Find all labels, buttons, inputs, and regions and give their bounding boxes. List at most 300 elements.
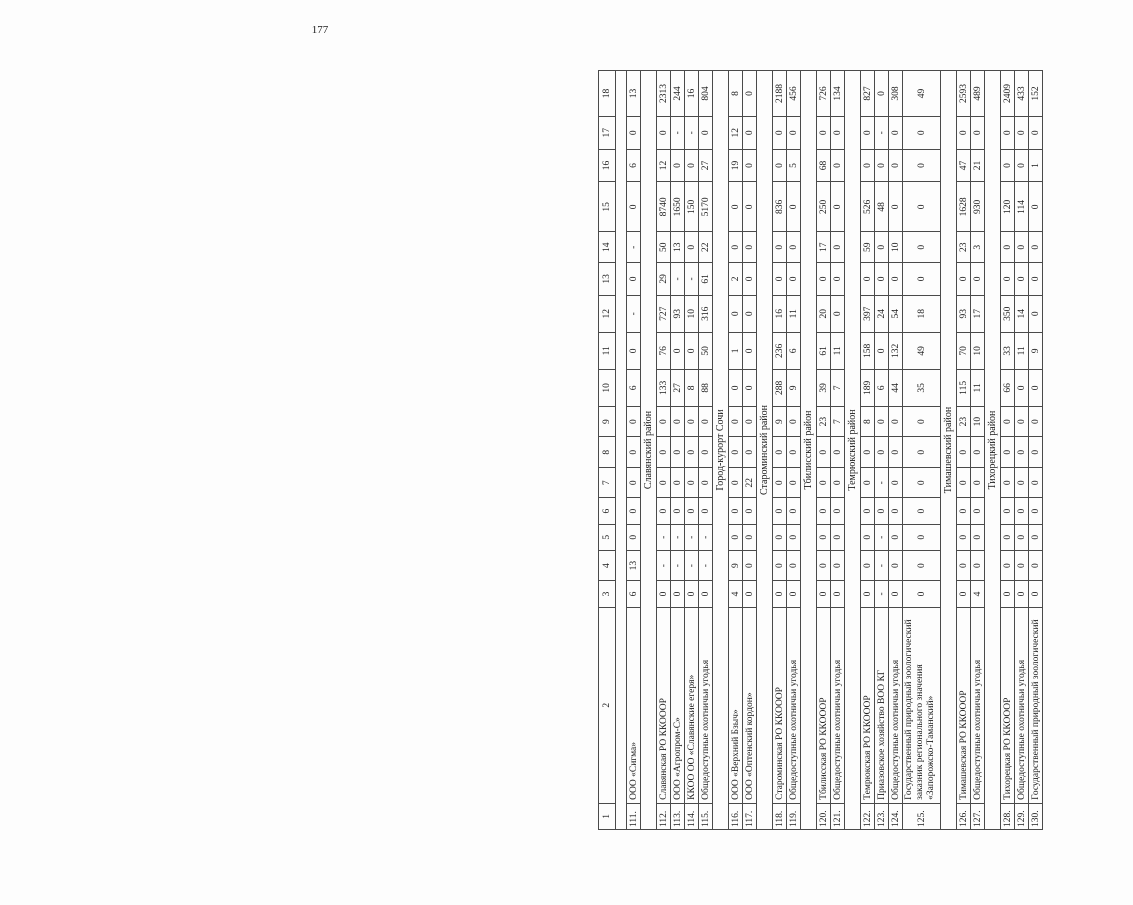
value-cell: 0 — [627, 182, 641, 232]
value-cell: 23 — [957, 232, 971, 263]
value-cell: 0 — [787, 467, 801, 498]
value-cell: 0 — [889, 581, 903, 607]
value-cell: - — [627, 232, 641, 263]
row-number: 114. — [685, 803, 699, 829]
value-cell: 0 — [773, 550, 787, 581]
row-number: 130. — [1029, 803, 1043, 829]
value-cell: 2409 — [1001, 71, 1015, 117]
organization-name: Государственный природный зоологический — [1029, 607, 1043, 803]
value-cell: 0 — [831, 263, 845, 296]
value-cell: 0 — [903, 182, 941, 232]
value-cell: 0 — [861, 437, 875, 468]
value-cell: 61 — [699, 263, 713, 296]
value-cell: 0 — [627, 467, 641, 498]
value-cell: 0 — [1015, 263, 1029, 296]
value-cell: 0 — [627, 263, 641, 296]
table-row — [861, 71, 875, 830]
value-cell: 0 — [831, 524, 845, 550]
value-cell: 0 — [787, 524, 801, 550]
table-row — [971, 71, 985, 830]
value-cell: 489 — [971, 71, 985, 117]
value-cell: 48 — [875, 182, 889, 232]
value-cell: 0 — [743, 116, 757, 149]
value-cell: - — [671, 524, 685, 550]
table-row — [743, 71, 757, 830]
value-cell: 12 — [657, 149, 671, 182]
value-cell: 0 — [1001, 263, 1015, 296]
value-cell: 0 — [1001, 437, 1015, 468]
organization-name: Общедоступные охотничьи угодья — [1015, 607, 1029, 803]
row-number: 111. — [627, 803, 641, 829]
value-cell: 115 — [957, 369, 971, 406]
organization-name: Государственный природный зоологический заказник регионального значения «Запорожско-Таманский» — [903, 607, 941, 803]
table-row — [787, 71, 801, 830]
value-cell: 236 — [773, 332, 787, 369]
value-cell: 0 — [957, 263, 971, 296]
header-cell: 10 — [599, 369, 616, 406]
value-cell: 0 — [1001, 406, 1015, 437]
value-cell: 49 — [903, 332, 941, 369]
value-cell: 0 — [817, 437, 831, 468]
district-heading-row — [641, 71, 657, 830]
value-cell: 0 — [773, 498, 787, 524]
value-cell: 0 — [729, 524, 743, 550]
value-cell: 0 — [729, 406, 743, 437]
row-number: 112. — [657, 803, 671, 829]
value-cell: - — [685, 550, 699, 581]
value-cell: 0 — [685, 406, 699, 437]
organization-name: Староминская РО ККООOР — [773, 607, 787, 803]
value-cell: 0 — [671, 406, 685, 437]
row-number: 128. — [1001, 803, 1015, 829]
district-heading-row — [941, 71, 957, 830]
value-cell: 0 — [861, 467, 875, 498]
value-cell: 726 — [817, 71, 831, 117]
value-cell: - — [699, 524, 713, 550]
value-cell: 0 — [1015, 581, 1029, 607]
value-cell: 11 — [787, 295, 801, 332]
value-cell: 2593 — [957, 71, 971, 117]
value-cell: 0 — [671, 437, 685, 468]
value-cell: - — [699, 550, 713, 581]
value-cell: 0 — [729, 437, 743, 468]
value-cell: 0 — [685, 467, 699, 498]
table-row — [889, 71, 903, 830]
organization-name: Тбилисская РО ККООOР — [817, 607, 831, 803]
value-cell: 14 — [1015, 295, 1029, 332]
organization-name: Общедоступные охотничьи угодья — [971, 607, 985, 803]
value-cell: 59 — [861, 232, 875, 263]
value-cell: 0 — [773, 524, 787, 550]
organization-name: Тимашевская РО ККООOР — [957, 607, 971, 803]
value-cell: 9 — [773, 406, 787, 437]
value-cell: 0 — [743, 498, 757, 524]
value-cell: 158 — [861, 332, 875, 369]
table-row — [903, 71, 941, 830]
value-cell: 0 — [957, 437, 971, 468]
value-cell: 0 — [817, 498, 831, 524]
value-cell: 0 — [817, 550, 831, 581]
value-cell: 0 — [903, 116, 941, 149]
value-cell: 0 — [903, 498, 941, 524]
row-number: 119. — [787, 803, 801, 829]
value-cell: 0 — [787, 550, 801, 581]
value-cell: 3 — [971, 232, 985, 263]
header-cell: 9 — [599, 406, 616, 437]
table-row — [671, 71, 685, 830]
value-cell: 0 — [889, 437, 903, 468]
table-row — [817, 71, 831, 830]
value-cell: 0 — [1029, 116, 1043, 149]
value-cell: 0 — [671, 498, 685, 524]
value-cell: - — [685, 524, 699, 550]
value-cell: 0 — [1029, 467, 1043, 498]
value-cell: 2 — [729, 263, 743, 296]
value-cell: 0 — [831, 437, 845, 468]
table-row — [627, 71, 641, 830]
value-cell: 0 — [773, 467, 787, 498]
organization-name: Славянская РО ККООOР — [657, 607, 671, 803]
value-cell: 0 — [627, 116, 641, 149]
organization-name: Приазовское хозяйство ВОО КГ — [875, 607, 889, 803]
value-cell: 0 — [743, 406, 757, 437]
value-cell: 0 — [817, 581, 831, 607]
district-heading: Тихорецкий район — [985, 71, 1001, 830]
value-cell: 0 — [831, 232, 845, 263]
value-cell: 50 — [657, 232, 671, 263]
value-cell: 0 — [1015, 232, 1029, 263]
value-cell: 24 — [875, 295, 889, 332]
value-cell: 0 — [1015, 498, 1029, 524]
value-cell: 27 — [699, 149, 713, 182]
table-row — [657, 71, 671, 830]
value-cell: 0 — [773, 581, 787, 607]
value-cell: 0 — [1029, 406, 1043, 437]
value-cell: 0 — [1001, 524, 1015, 550]
value-cell: 17 — [817, 232, 831, 263]
district-heading-row — [757, 71, 773, 830]
value-cell: 0 — [1001, 467, 1015, 498]
value-cell: 0 — [743, 369, 757, 406]
value-cell: 433 — [1015, 71, 1029, 117]
value-cell: 0 — [671, 149, 685, 182]
value-cell: 0 — [817, 263, 831, 296]
value-cell: - — [657, 550, 671, 581]
value-cell: 0 — [743, 149, 757, 182]
value-cell: 0 — [685, 332, 699, 369]
district-heading-row — [801, 71, 817, 830]
value-cell: 4 — [729, 581, 743, 607]
value-cell: 0 — [1029, 581, 1043, 607]
value-cell: 8 — [729, 71, 743, 117]
value-cell: 0 — [1029, 263, 1043, 296]
value-cell: 316 — [699, 295, 713, 332]
value-cell: - — [685, 116, 699, 149]
value-cell: 0 — [817, 467, 831, 498]
value-cell: 13 — [627, 550, 641, 581]
value-cell: 0 — [773, 232, 787, 263]
value-cell: 0 — [787, 498, 801, 524]
value-cell: 10 — [685, 295, 699, 332]
value-cell: 350 — [1001, 295, 1015, 332]
row-number: 118. — [773, 803, 787, 829]
header-cell: 16 — [599, 149, 616, 182]
value-cell: 288 — [773, 369, 787, 406]
organization-name: Общедоступные охотничьи угодья — [699, 607, 713, 803]
value-cell: 0 — [971, 498, 985, 524]
value-cell: 0 — [699, 498, 713, 524]
value-cell: 0 — [1001, 149, 1015, 182]
value-cell: 0 — [1001, 498, 1015, 524]
value-cell: 0 — [889, 406, 903, 437]
value-cell: 68 — [817, 149, 831, 182]
value-cell: 0 — [743, 182, 757, 232]
value-cell: 2188 — [773, 71, 787, 117]
value-cell: 10 — [889, 232, 903, 263]
header-cell: 7 — [599, 467, 616, 498]
district-heading: Темрюкский район — [845, 71, 861, 830]
value-cell: 0 — [743, 232, 757, 263]
value-cell: 0 — [671, 581, 685, 607]
value-cell: 0 — [971, 437, 985, 468]
district-heading-row — [985, 71, 1001, 830]
value-cell: 6 — [627, 369, 641, 406]
row-number: 115. — [699, 803, 713, 829]
value-cell: 0 — [627, 498, 641, 524]
value-cell: 0 — [787, 116, 801, 149]
value-cell: 0 — [831, 550, 845, 581]
value-cell: 33 — [1001, 332, 1015, 369]
value-cell: 47 — [957, 149, 971, 182]
value-cell: 0 — [875, 406, 889, 437]
value-cell: 0 — [685, 581, 699, 607]
value-cell: 9 — [1029, 332, 1043, 369]
value-cell: 0 — [787, 232, 801, 263]
value-cell: 0 — [971, 467, 985, 498]
row-number: 129. — [1015, 803, 1029, 829]
value-cell: 0 — [903, 406, 941, 437]
value-cell: 50 — [699, 332, 713, 369]
value-cell: 0 — [875, 437, 889, 468]
value-cell: 93 — [671, 295, 685, 332]
value-cell: 7 — [831, 369, 845, 406]
header-cell: 14 — [599, 232, 616, 263]
value-cell: 0 — [729, 295, 743, 332]
value-cell: 0 — [699, 467, 713, 498]
value-cell: 0 — [903, 524, 941, 550]
value-cell: 0 — [685, 498, 699, 524]
header-cell: 2 — [599, 607, 616, 803]
value-cell: 0 — [831, 116, 845, 149]
value-cell: 1650 — [671, 182, 685, 232]
value-cell: 804 — [699, 71, 713, 117]
header-cell: 17 — [599, 116, 616, 149]
rotated-table-container — [598, 70, 1133, 830]
organization-name: Тихорецкая РО ККООOР — [1001, 607, 1015, 803]
value-cell: 0 — [685, 232, 699, 263]
value-cell: 132 — [889, 332, 903, 369]
header-cell: 11 — [599, 332, 616, 369]
table-row — [1001, 71, 1015, 830]
value-cell: 0 — [657, 406, 671, 437]
value-cell: 0 — [875, 263, 889, 296]
value-cell: 0 — [889, 182, 903, 232]
value-cell: 0 — [1029, 295, 1043, 332]
value-cell: 0 — [903, 581, 941, 607]
district-heading: Тбилисский район — [801, 71, 817, 830]
organization-name: Общедоступные охотничьи угодья — [831, 607, 845, 803]
value-cell: 0 — [743, 437, 757, 468]
value-cell: 0 — [671, 332, 685, 369]
value-cell: 10 — [971, 332, 985, 369]
value-cell: - — [875, 524, 889, 550]
value-cell: 0 — [773, 437, 787, 468]
value-cell: - — [671, 550, 685, 581]
value-cell: 11 — [831, 332, 845, 369]
value-cell: 0 — [831, 498, 845, 524]
district-heading: Славянский район — [641, 71, 657, 830]
header-cell: 5 — [599, 524, 616, 550]
header-cell: 18 — [599, 71, 616, 117]
value-cell: 0 — [1015, 149, 1029, 182]
row-number: 121. — [831, 803, 845, 829]
organization-name: ККОО ОО «Славянские егеря» — [685, 607, 699, 803]
table-row — [685, 71, 699, 830]
value-cell: - — [875, 116, 889, 149]
value-cell: 0 — [1001, 232, 1015, 263]
header-cell: 15 — [599, 182, 616, 232]
value-cell: 0 — [875, 71, 889, 117]
table-row — [773, 71, 787, 830]
value-cell: 0 — [889, 149, 903, 182]
value-cell: 0 — [957, 550, 971, 581]
value-cell: 0 — [971, 524, 985, 550]
table-row — [875, 71, 889, 830]
value-cell: 0 — [657, 581, 671, 607]
row-number: 117. — [743, 803, 757, 829]
district-heading-row — [713, 71, 729, 830]
value-cell: 0 — [1029, 182, 1043, 232]
row-number: 113. — [671, 803, 685, 829]
value-cell: - — [671, 116, 685, 149]
value-cell: 49 — [903, 71, 941, 117]
header-cell: 3 — [599, 581, 616, 607]
value-cell: 0 — [699, 406, 713, 437]
value-cell: 0 — [957, 524, 971, 550]
value-cell: 0 — [831, 149, 845, 182]
value-cell: 0 — [627, 437, 641, 468]
value-cell: 61 — [817, 332, 831, 369]
value-cell: 0 — [903, 550, 941, 581]
value-cell: 5170 — [699, 182, 713, 232]
value-cell: 11 — [1015, 332, 1029, 369]
value-cell: 44 — [889, 369, 903, 406]
value-cell: 0 — [889, 467, 903, 498]
header-cell: 6 — [599, 498, 616, 524]
value-cell: 4 — [971, 581, 985, 607]
value-cell: 5 — [787, 149, 801, 182]
value-cell: 836 — [773, 182, 787, 232]
value-cell: 1628 — [957, 182, 971, 232]
value-cell: 13 — [627, 71, 641, 117]
value-cell: 244 — [671, 71, 685, 117]
value-cell: 0 — [1029, 524, 1043, 550]
value-cell: 0 — [685, 437, 699, 468]
value-cell: 930 — [971, 182, 985, 232]
value-cell: 456 — [787, 71, 801, 117]
value-cell: 23 — [817, 406, 831, 437]
value-cell: 526 — [861, 182, 875, 232]
value-cell: 0 — [699, 116, 713, 149]
spacer-row — [616, 71, 627, 830]
value-cell: 70 — [957, 332, 971, 369]
value-cell: 0 — [903, 149, 941, 182]
value-cell: 19 — [729, 149, 743, 182]
value-cell: 0 — [787, 406, 801, 437]
table-row — [729, 71, 743, 830]
value-cell: 0 — [685, 149, 699, 182]
value-cell: 39 — [817, 369, 831, 406]
value-cell: 0 — [861, 149, 875, 182]
value-cell: 0 — [903, 437, 941, 468]
value-cell: 0 — [729, 498, 743, 524]
value-cell: 0 — [861, 524, 875, 550]
value-cell: 10 — [971, 406, 985, 437]
value-cell: - — [875, 581, 889, 607]
value-cell: 2313 — [657, 71, 671, 117]
value-cell: 0 — [657, 116, 671, 149]
value-cell: 21 — [971, 149, 985, 182]
value-cell: 0 — [1015, 524, 1029, 550]
district-heading: Город-курорт Сочи — [713, 71, 729, 830]
value-cell: 0 — [889, 524, 903, 550]
value-cell: 308 — [889, 71, 903, 117]
header-cell: 1 — [599, 803, 616, 829]
value-cell: 54 — [889, 295, 903, 332]
value-cell: 1 — [1029, 149, 1043, 182]
value-cell: 0 — [1015, 550, 1029, 581]
value-cell: 18 — [903, 295, 941, 332]
value-cell: 0 — [889, 498, 903, 524]
value-cell: 0 — [773, 116, 787, 149]
value-cell: 0 — [699, 437, 713, 468]
value-cell: 0 — [875, 232, 889, 263]
value-cell: 0 — [1001, 550, 1015, 581]
organization-name: Общедоступные охотничьи угодья — [787, 607, 801, 803]
value-cell: 0 — [1029, 498, 1043, 524]
value-cell: 0 — [743, 550, 757, 581]
value-cell: 76 — [657, 332, 671, 369]
value-cell: 0 — [889, 116, 903, 149]
organization-name: ООО «Сигма» — [627, 607, 641, 803]
organization-name: Общедоступные охотничьи угодья — [889, 607, 903, 803]
value-cell: 0 — [743, 581, 757, 607]
value-cell: 0 — [729, 232, 743, 263]
value-cell: - — [671, 263, 685, 296]
value-cell: 189 — [861, 369, 875, 406]
value-cell: 0 — [1015, 116, 1029, 149]
row-number: 126. — [957, 803, 971, 829]
header-cell: 4 — [599, 550, 616, 581]
value-cell: 0 — [875, 149, 889, 182]
value-cell: 93 — [957, 295, 971, 332]
value-cell: 0 — [875, 498, 889, 524]
value-cell: 16 — [773, 295, 787, 332]
value-cell: 0 — [657, 437, 671, 468]
value-cell: 22 — [743, 467, 757, 498]
district-heading-row — [845, 71, 861, 830]
value-cell: 1 — [729, 332, 743, 369]
